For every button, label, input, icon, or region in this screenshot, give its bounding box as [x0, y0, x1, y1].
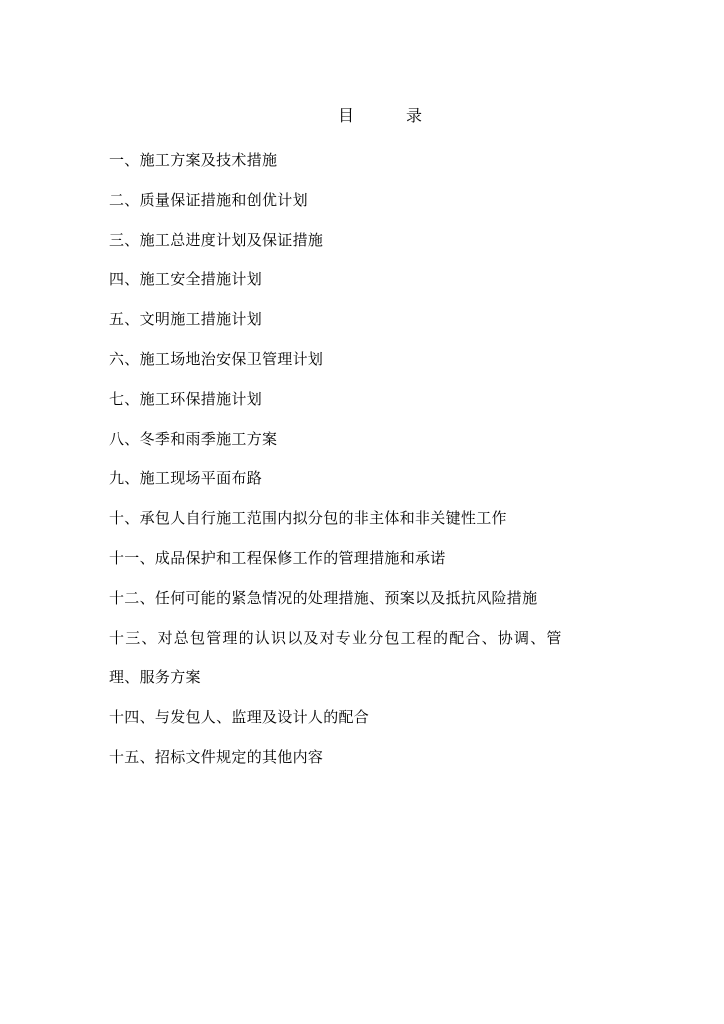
toc-item: 五、文明施工措施计划: [109, 310, 263, 329]
toc-item: 十三、对总包管理的认识以及对专业分包工程的配合、协调、管: [109, 628, 563, 647]
table-of-contents: [109, 149, 569, 786]
toc-item: 九、施工现场平面布路: [109, 469, 263, 488]
toc-item: 十五、招标文件规定的其他内容: [109, 747, 324, 766]
toc-item: 六、施工场地治安保卫管理计划: [109, 349, 324, 368]
toc-item: 一、施工方案及技术措施: [109, 151, 278, 169]
toc-title: [0, 104, 724, 128]
toc-item: 七、施工环保措施计划: [109, 389, 263, 408]
toc-item-continuation: 理、服务方案: [109, 668, 201, 687]
toc-title-char-1: 目: [338, 106, 355, 125]
toc-item: 二、质量保证措施和创优计划: [109, 190, 308, 209]
toc-title-char-2: 录: [406, 106, 423, 125]
toc-item: 四、施工安全措施计划: [109, 270, 263, 289]
toc-item: 十二、任何可能的紧急情况的处理措施、预案以及抵抗风险措施: [109, 588, 538, 607]
toc-item: 十、承包人自行施工范围内拟分包的非主体和非关键性工作: [109, 509, 507, 528]
toc-item: 三、施工总进度计划及保证措施: [109, 230, 324, 249]
toc-item: 十一、成品保护和工程保修工作的管理措施和承诺: [109, 548, 446, 567]
toc-item: 十四、与发包人、监理及设计人的配合: [109, 708, 370, 727]
toc-item: 八、冬季和雨季施工方案: [109, 429, 278, 448]
